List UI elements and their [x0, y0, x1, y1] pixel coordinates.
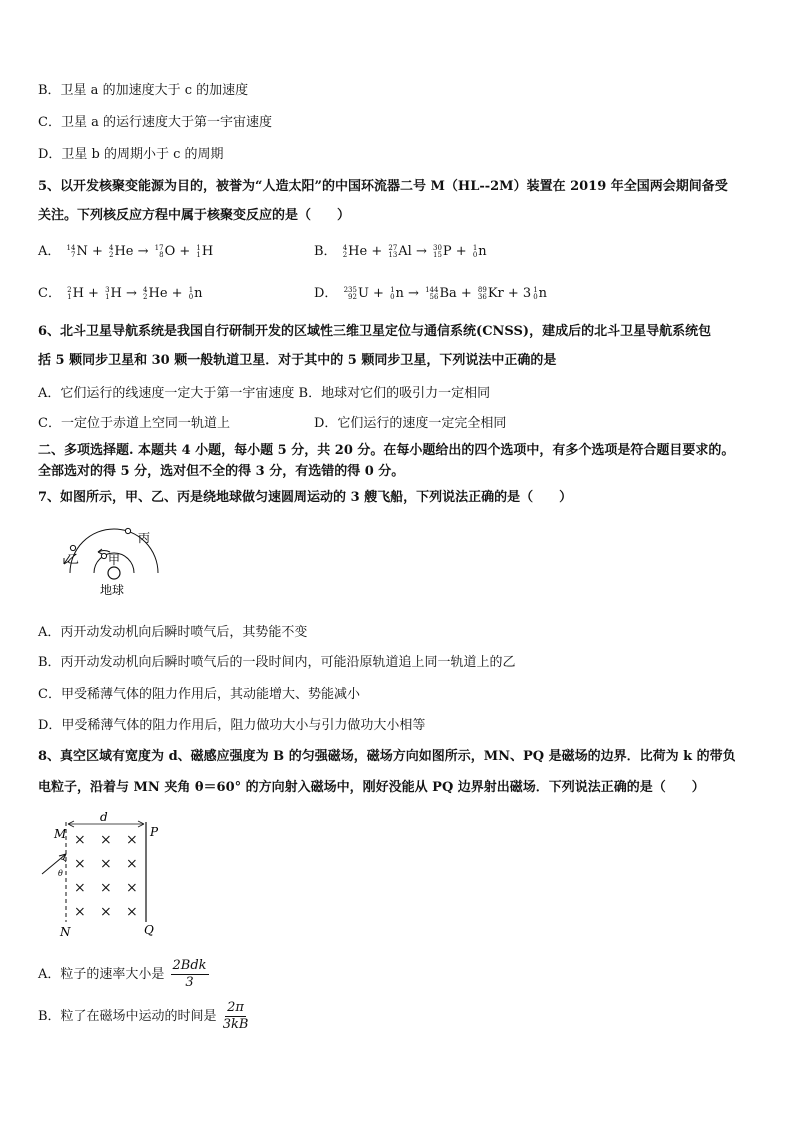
q8-option-a-fraction — [171, 958, 209, 991]
q5-option-a-label: A． — [38, 244, 61, 259]
svg-text:×: × — [74, 856, 86, 872]
earth-circle — [108, 567, 120, 579]
q5-option-b — [314, 243, 487, 261]
label-p: P — [150, 825, 159, 839]
svg-text:×: × — [126, 856, 138, 872]
label-m: M — [54, 827, 67, 841]
q7-orbit-figure — [40, 512, 180, 602]
q5-option-c-label: C． — [38, 286, 61, 301]
q7-option-a: A．丙开动发动机向后瞬时喷气后，其势能不变 — [38, 625, 308, 640]
label-bing: 丙 — [138, 531, 151, 545]
q8-option-b-numerator: 2π — [227, 1000, 244, 1015]
q5-option-c-equation: 2 1 H + 3 1 H → 4 2 He + 1 0 n — [67, 285, 203, 301]
section2-line1: 二、多项选择题. 本题共 4 小题，每小题 5 分，共 20 分。在每小题给出的四个选项中，有多个选项是符合题目要求的。 — [38, 443, 735, 458]
q6-option-d: D．它们运行的速度一定完全相同 — [314, 416, 507, 431]
svg-text:×: × — [74, 832, 86, 848]
section2-line2: 全部选对的得 5 分，选对但不全的得 3 分，有选错的得 0 分。 — [38, 464, 405, 479]
svg-text:×: × — [126, 832, 138, 848]
svg-text:×: × — [126, 880, 138, 896]
q5-option-c — [38, 285, 203, 303]
q8-option-b — [38, 1000, 248, 1033]
q5-option-b-equation: 4 2 He + 27 13 Al → 30 15 P + 1 0 n — [342, 243, 487, 259]
q8-option-a — [38, 958, 209, 991]
svg-text:×: × — [100, 856, 112, 872]
q8-option-b-denominator: 3kB — [222, 1017, 249, 1032]
label-yi: 乙 — [67, 552, 80, 566]
satellite-jia — [101, 553, 106, 558]
q6-stem-line1: 6、北斗卫星导航系统是我国自行研制开发的区域性三维卫星定位与通信系统(CNSS)，建成后的北斗卫星导航系统包 — [38, 324, 712, 339]
q6-option-c: C．一定位于赤道上空同一轨道上 — [38, 416, 230, 431]
field-crosses — [74, 832, 138, 920]
svg-text:×: × — [100, 904, 112, 920]
svg-text:×: × — [100, 832, 112, 848]
q7-option-c: C．甲受稀薄气体的阻力作用后，其动能增大、势能减小 — [38, 687, 360, 702]
q7-stem: 7、如图所示，甲、乙、丙是绕地球做匀速圆周运动的 3 艘飞船，下列说法正确的是（ ） — [38, 490, 573, 505]
label-theta: θ — [58, 869, 63, 878]
svg-text:×: × — [74, 880, 86, 896]
label-earth: 地球 — [100, 583, 125, 597]
q7-option-d: D．甲受稀薄气体的阻力作用后，阻力做功大小与引力做功大小相等 — [38, 718, 426, 733]
satellite-bing — [125, 528, 130, 533]
q5-option-b-label: B． — [314, 244, 337, 259]
label-n: N — [60, 925, 71, 939]
q8-option-a-denominator: 3 — [185, 975, 194, 990]
q6-option-ab: A．它们运行的线速度一定大于第一宇宙速度 B．地球对它们的吸引力一定相同 — [38, 386, 491, 401]
q7-option-b: B．丙开动发动机向后瞬时喷气后的一段时间内，可能沿原轨道追上同一轨道上的乙 — [38, 655, 516, 670]
q6-stem-line2: 括 5 颗同步卫星和 30 颗一般轨道卫星．对于其中的 5 颗同步卫星，下列说法中正确的是 — [38, 353, 557, 368]
label-jia: 甲 — [108, 553, 121, 567]
q5-stem-line1: 5、以开发核聚变能源为目的，被誉为“人造太阳”的中国环流器二号 M（HL--2M）装置在 2019 年全国两会期间备受 — [38, 179, 728, 194]
svg-text:×: × — [74, 904, 86, 920]
satellite-yi — [70, 545, 75, 550]
q5-option-a — [38, 243, 213, 261]
q8-option-b-text: B．粒了在磁场中运动的时间是 — [38, 1009, 217, 1024]
q8-option-a-text: A．粒子的速率大小是 — [38, 967, 165, 982]
q5-stem-line2: 关注。下列核反应方程中属于核聚变反应的是（ ） — [38, 208, 351, 223]
q8-stem-line2: 电粒子，沿着与 MN 夹角 θ＝60° 的方向射入磁场中，刚好没能从 PQ 边界射出磁场．下列说法正确的是（ ） — [38, 780, 705, 795]
label-q: Q — [144, 923, 154, 937]
svg-text:×: × — [100, 880, 112, 896]
q5-option-a-equation: 14 7 N + 4 2 He → 17 8 O + 1 1 H — [66, 243, 214, 259]
q4-option-b: B．卫星 a 的加速度大于 c 的加速度 — [38, 83, 249, 98]
q4-option-d: D．卫星 b 的周期小于 c 的周期 — [38, 147, 224, 162]
q8-stem-line1: 8、真空区域有宽度为 d、磁感应强度为 B 的匀强磁场，磁场方向如图所示，MN、PQ 是磁场的边界．比荷为 k 的带负 — [38, 749, 736, 764]
q5-option-d-label: D． — [314, 286, 338, 301]
svg-text:×: × — [126, 904, 138, 920]
label-d: d — [100, 812, 108, 824]
q8-option-a-numerator: 2Bdk — [172, 958, 207, 973]
q5-option-d-equation: 235 92 U + 1 0 n → 144 56 Ba + 89 36 Kr + 3 1 0 n — [343, 285, 548, 301]
q8-field-figure — [38, 812, 188, 942]
q4-option-c: C．卫星 a 的运行速度大于第一宇宙速度 — [38, 115, 272, 130]
q8-option-b-fraction — [223, 1000, 249, 1033]
q5-option-d — [314, 285, 547, 303]
